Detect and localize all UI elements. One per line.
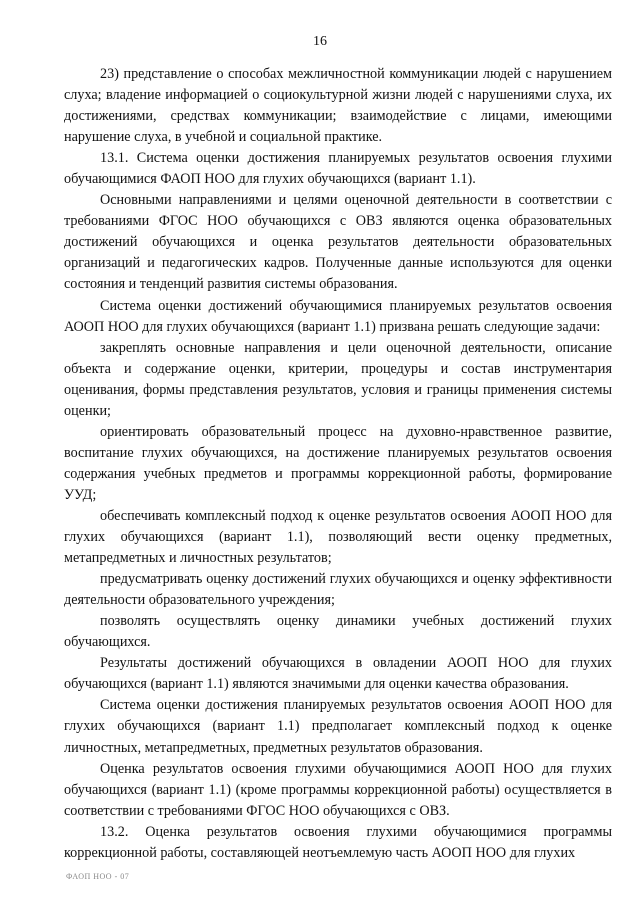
task-item: обеспечивать комплексный подход к оценке результатов освоения АООП НОО для глухих обучающихся (вариант 1.1), позволяющий вести оценку предметных, метапредметных и личностных результатов; [64,507,612,567]
paragraph-goals: Основными направлениями и целями оценочной деятельности в соответствии с требованиями ФГОС НОО обучающихся с ОВЗ являются оценка образовательных достижений обучающихся и оценка результатов деятельности образовательных организаций и педагогических кадров. Полученные данные используются для оценки состояния и тенденций развития системы образования. [64,192,612,293]
task-item: закреплять основные направления и цели оценочной деятельности, описание объекта и содержание оценки, критерии, процедуры и состав инструментария оценивания, формы представления результатов, условия и границы применения системы оценки; [64,339,612,419]
task-item: предусматривать оценку достижений глухих обучающихся и оценку эффективности деятельности образовательного учреждения; [64,571,612,609]
document-body [64,64,612,864]
paragraph-assessment: Оценка результатов освоения глухими обучающимися АООП НОО для глухих обучающихся (вариант 1.1) (кроме программы коррекционной работы) осуществляется в соответствии с требованиями ФГОС НОО обучающихся с ОВЗ. [64,760,612,819]
paragraph-system: Система оценки достижения планируемых результатов освоения АООП НОО для глухих обучающихся (вариант 1.1) предполагает комплексный подход к оценке личностных, метапредметных, предметных результатов образования. [64,697,612,756]
paragraph-item-23: 23) представление о способах межличностной коммуникации людей с нарушением слуха; владение информацией о социокультурной жизни людей с нарушениями слуха, их достижениями, средствах коммуникации; взаимодействие с лицами, имеющими нарушение слуха, в учебной и социальной практике. [64,66,612,146]
footer-code: ФАОП НОО - 07 [66,872,130,881]
section-heading-13-2: 13.2. Оценка результатов освоения глухими обучающимися программы коррекционной работы, составляющей неотъемлемую часть АООП НОО для глухих [64,823,612,861]
page-number: 16 [313,34,327,49]
task-item: позволять осуществлять оценку динамики учебных достижений глухих обучающихся. [64,613,612,651]
section-heading-13-1: 13.1. Система оценки достижения планируемых результатов освоения глухими обучающимися ФАОП НОО для глухих обучающихся (вариант 1.1). [64,150,612,188]
paragraph-tasks-intro: Система оценки достижений обучающимися планируемых результатов освоения АООП НОО для глухих обучающихся (вариант 1.1) призвана решать следующие задачи: [64,297,612,335]
paragraph-results: Результаты достижений обучающихся в овладении АООП НОО для глухих обучающихся (вариант 1.1) являются значимыми для оценки качества образования. [64,655,612,693]
task-item: ориентировать образовательный процесс на духовно-нравственное развитие, воспитание глухих обучающихся, на достижение планируемых результатов освоения содержания учебных предметов и программы коррекционной работы, формирование УУД; [64,423,612,503]
